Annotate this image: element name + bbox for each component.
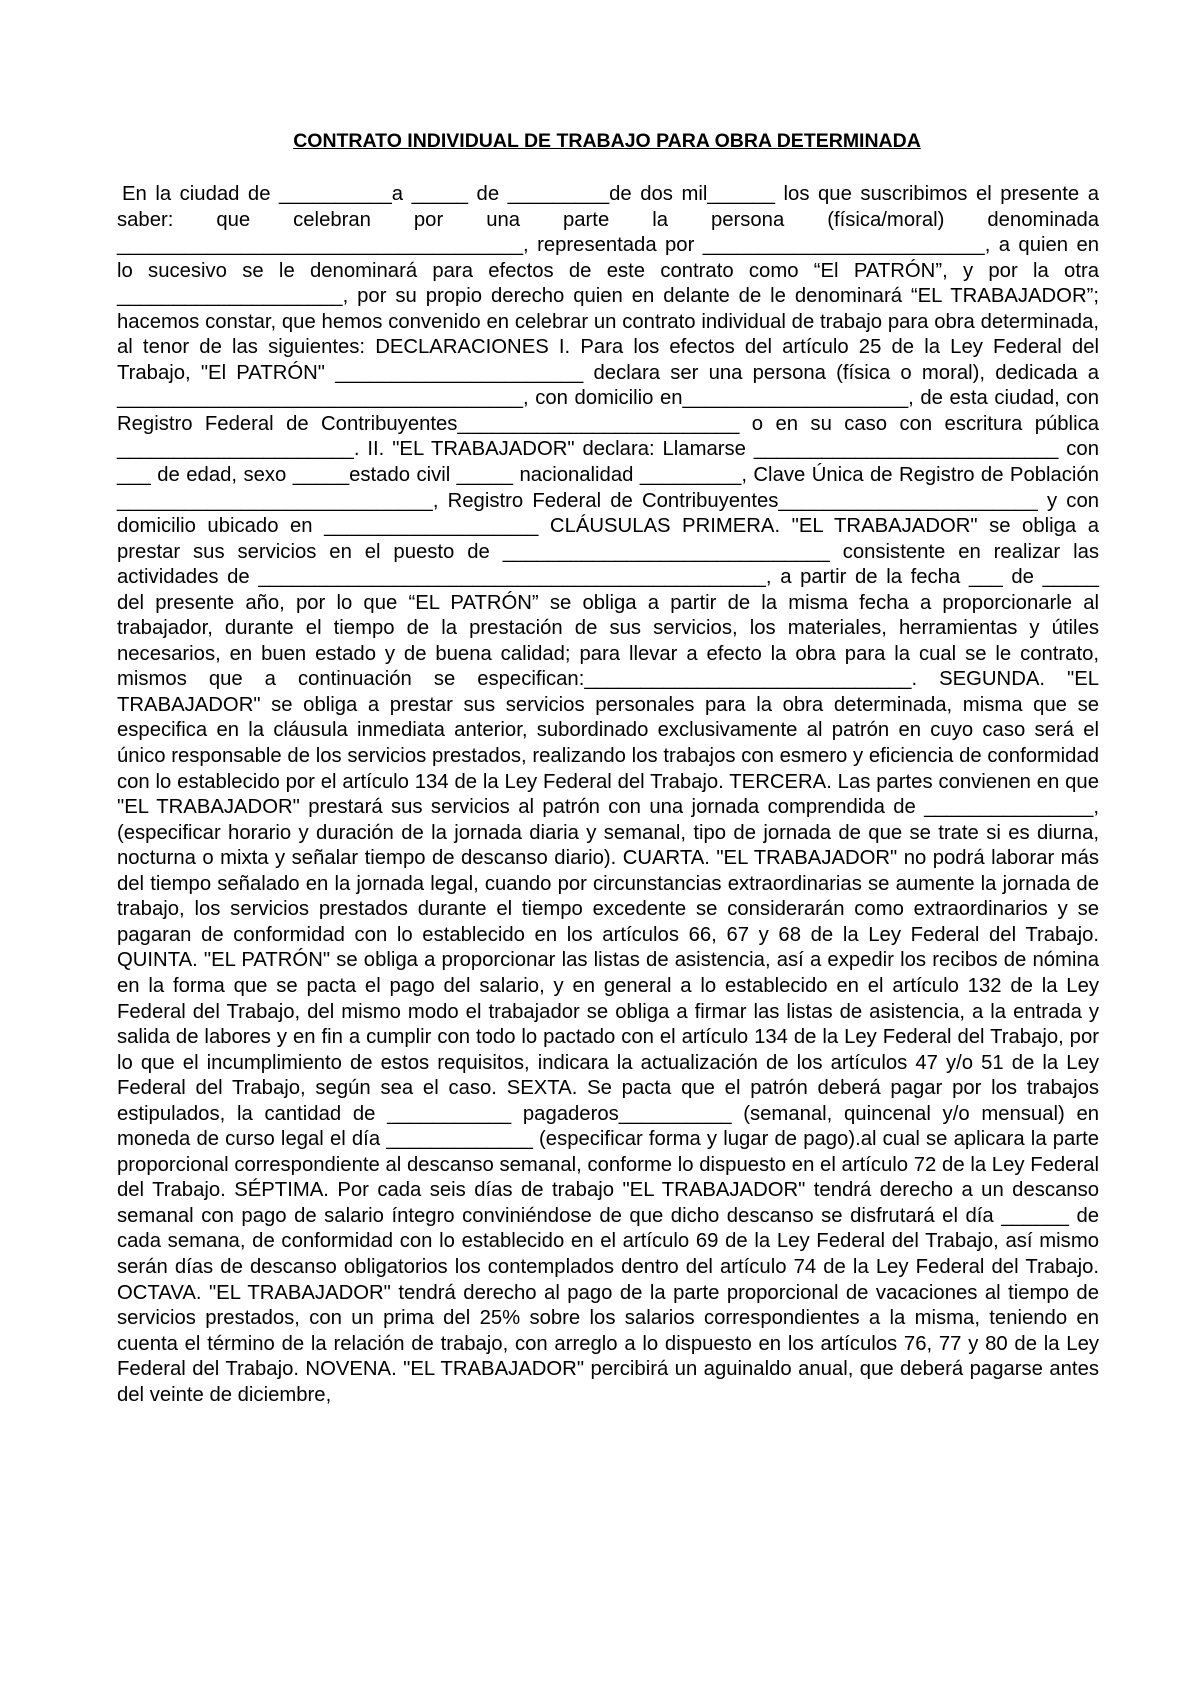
contract-body-text: En la ciudad de __________a _____ de _________de dos mil______ los que suscribimos el presente a saber: que celebran por una parte la persona (física/moral) denominada ____________________________________, representada por _________________________, a quien en lo sucesivo se le denominará para efectos de este contrato como “El PATRÓN”, y por la otra ____________________, por su propio derecho quien en delante de le denominará “EL TRABAJADOR”; hacemos constar, que hemos convenido en celebrar un contrato individual de trabajo para obra determinada, al tenor de las siguientes: DECLARACIONES I. Para los efectos del artículo 25 de la Ley Federal del Trabajo, "El PATRÓN" ______________________ declara ser una persona (física o moral), dedicada a ____________________________________, con domicilio en____________________, de esta ciudad, con Registro Federal de Contribuyentes_________________________ o en su caso con escritura pública _____________________. II. "EL TRABAJADOR" declara: Llamarse ___________________________ con ___ de edad, sexo _____estado civil _____ nacionalidad _________, Clave Única de Registro de Población ____________________________, Registro Federal de Contribuyentes_______________________ y con domicilio ubicado en ___________________ CLÁUSULAS PRIMERA. "EL TRABAJADOR" se obliga a prestar sus servicios en el puesto de _____________________________ consistente en realizar las actividades de _____________________________________________, a partir de la fecha ___ de _____ del presente año, por lo que “EL PATRÓN” se obliga a partir de la misma fecha a proporcionarle al trabajador, durante el tiempo de la prestación de sus servicios, los materiales, herramientas y útiles necesarios, en buen estado y de buena calidad; para llevar a efecto la obra para la cual se le contrato, mismos que a continuación se especifican:_____________________________. SEGUNDA. "EL TRABAJADOR" se obliga a prestar sus servicios personales para la obra determinada, misma que se especifica en la cláusula inmediata anterior, subordinado exclusivamente al patrón en cuyo caso será el único responsable de los servicios prestados, realizando los trabajos con esmero y eficiencia de conformidad con lo establecido por el artículo 134 de la Ley Federal del Trabajo. TERCERA. Las partes convienen en que "EL TRABAJADOR" prestará sus servicios al patrón con una jornada comprendida de _______________, (especificar horario y duración de la jornada diaria y semanal, tipo de jornada de que se trate si es diurna, nocturna o mixta y señalar tiempo de descanso diario). CUARTA. "EL TRABAJADOR" no podrá laborar más del tiempo señalado en la jornada legal, cuando por circunstancias extraordinarias se aumente la jornada de trabajo, los servicios prestados durante el tiempo excedente se considerarán como extraordinarios y se pagaran de conformidad con lo establecido en los artículos 66, 67 y 68 de la Ley Federal del Trabajo. QUINTA. "EL PATRÓN" se obliga a proporcionar las listas de asistencia, así a expedir los recibos de nómina en la forma que se pacta el pago del salario, y en general a lo establecido en el artículo 132 de la Ley Federal del Trabajo, del mismo modo el trabajador se obliga a firmar las listas de asistencia, a la entrada y salida de labores y en fin a cumplir con todo lo pactado con el artículo 134 de la Ley Federal del Trabajo, por lo que el incumplimiento de estos requisitos, indicara la actualización de los artículos 47 y/o 51 de la Ley Federal del Trabajo, según sea el caso. SEXTA. Se pacta que el patrón deberá pagar por los trabajos estipulados, la cantidad de ___________ pagaderos__________ (semanal, quincenal y/o mensual) en moneda de curso legal el día _____________ (especificar forma y lugar de pago).al cual se aplicara la parte proporcional correspondiente al descanso semanal, conforme lo dispuesto en el artículo 72 de la Ley Federal del Trabajo. SÉPTIMA. Por cada seis días de trabajo "EL TRABAJADOR" tendrá derecho a un descanso semanal con pago de salario íntegro conviniéndose de que dicho descanso se disfrutará el día ______ de cada semana, de conformidad con lo establecido en el artículo 69 de la Ley Federal del Trabajo, así mismo serán días de descanso obligatorios los contemplados dentro del artículo 74 de la Ley Federal del Trabajo. OCTAVA. "EL TRABAJADOR" tendrá derecho al pago de la parte proporcional de vacaciones al tiempo de servicios prestados, con un prima del 25% sobre los salarios correspondientes a la misma, teniendo en cuenta el término de la relación de trabajo, con arreglo a lo dispuesto en los artículos 76, 77 y 80 de la Ley Federal del Trabajo. NOVENA. "EL TRABAJADOR" percibirá un aguinaldo anual, que deberá pagarse antes del veinte de diciembre,	[117, 183, 1099, 1406]
document-title: CONTRATO INDIVIDUAL DE TRABAJO PARA OBRA DETERMINADA	[293, 130, 921, 152]
